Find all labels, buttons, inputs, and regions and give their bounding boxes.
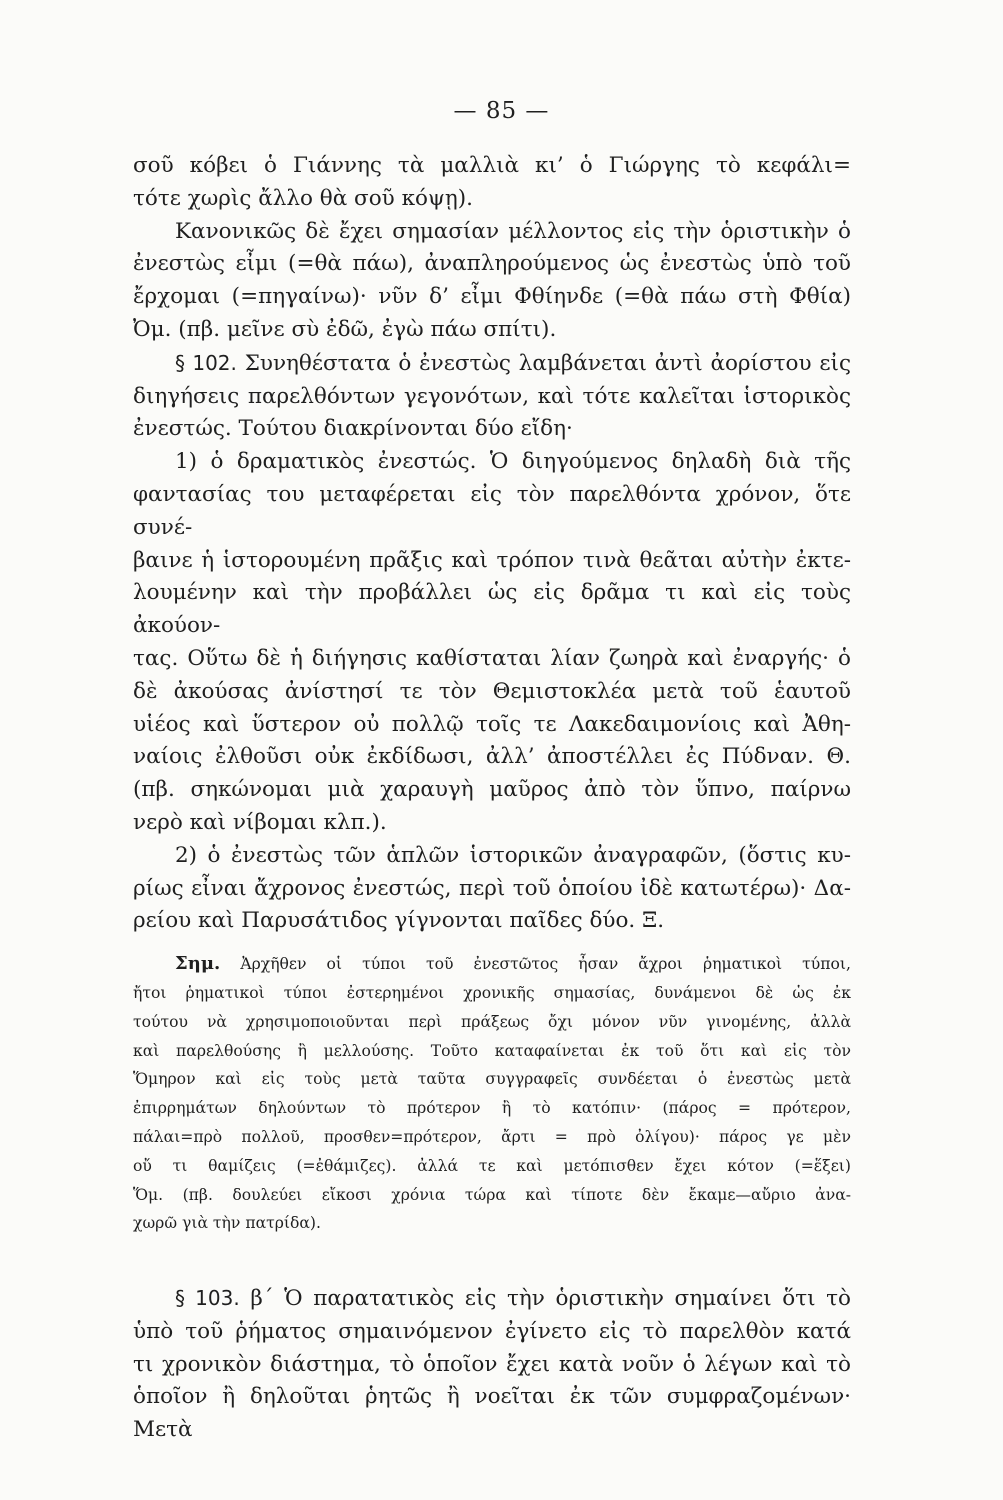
- paragraph-section-103: [133, 1282, 851, 1447]
- text-line: δὲ ἀκούσας ἀνίστησί τε τὸν Θεμιστοκλέα μετὰ τοῦ ἑαυτοῦ: [133, 678, 851, 704]
- note-line: πάλαι=πρὸ πολλοῦ, προσθεν=πρότερον, ἄρτι = πρὸ ὀλίγου)· πάρος γε μὲν: [133, 1127, 851, 1146]
- text-line: ἐνεστὼς εἶμι (=θὰ πάω), ἀναπληρούμενος ὡς ἐνεστὼς ὑπὸ τοῦ: [133, 251, 851, 277]
- note-line: χωρῶ γιὰ τὴν πατρίδα).: [133, 1214, 321, 1233]
- text-line: 1) ὁ δραματικὸς ἐνεστώς. Ὁ διηγούμενος δηλαδὴ διὰ τῆς: [175, 449, 851, 475]
- text-line: τι χρονικὸν διάστημα, τὸ ὁποῖον ἔχει κατὰ νοῦν ὁ λέγων καὶ τὸ: [133, 1351, 851, 1377]
- section-number: § 102.: [175, 350, 237, 375]
- text-line: 2) ὁ ἐνεστὼς τῶν ἁπλῶν ἱστορικῶν ἀναγραφῶν, (ὅστις κυ-: [175, 842, 851, 868]
- text-line: νερὸ καὶ νίβομαι κλπ.).: [133, 809, 387, 835]
- text-line: υἱέος καὶ ὕστερον οὐ πολλῷ τοῖς τε Λακεδαιμονίοις καὶ Ἀθη-: [133, 711, 851, 737]
- text-line: ρίως εἶναι ἄχρονος ἐνεστώς, περὶ τοῦ ὁποίου ἰδὲ κατωτέρω)· Δα-: [133, 875, 851, 901]
- text-line: διηγήσεις παρελθόντων γεγονότων, καὶ τότε καλεῖται ἱστορικὸς: [133, 383, 851, 409]
- note-line: οὔ τι θαμίζεις (=ἐθάμιζες). ἀλλά τε καὶ μετόπισθεν ἔχει κότον (=ἕξει): [133, 1156, 851, 1175]
- note-line: Ὅμ. (πβ. δουλεύει εἴκοσι χρόνια τώρα καὶ τίποτε δὲν ἔκαμε—αὔριο ἀνα-: [133, 1185, 851, 1204]
- note-line: καὶ παρελθούσης ἢ μελλούσης. Τοῦτο καταφαίνεται ἐκ τοῦ ὅτι καὶ εἰς τὸν: [133, 1041, 851, 1060]
- text-line: βαινε ἡ ἱστορουμένη πρᾶξις καὶ τρόπον τινὰ θεᾶται αὐτὴν ἐκτε-: [133, 547, 851, 573]
- text-line: ὁποῖον ἢ δηλοῦται ῥητῶς ἢ νοεῖται ἐκ τῶν συμφραζομένων· Μετὰ: [133, 1384, 851, 1443]
- note-line: Ἀρχῆθεν οἱ τύποι τοῦ ἐνεστῶτος ἦσαν ἄχροι ῥηματικοὶ τύποι,: [240, 955, 851, 974]
- note-line: Ὅμηρον καὶ εἰς τοὺς μετὰ ταῦτα συγγραφεῖς συνδέεται ὁ ἐνεστὼς μετὰ: [133, 1070, 851, 1089]
- paragraph-kanonikos: [133, 216, 851, 347]
- paragraph-continuation: [133, 150, 851, 216]
- text-line: ναίοις ἐλθοῦσι οὐκ ἐκδίδωσι, ἀλλ’ ἀποστέλλει ἐς Πύδναν. Θ.: [133, 744, 851, 770]
- page-number: — 85 —: [453, 98, 550, 124]
- note-label: Σημ.: [175, 953, 221, 975]
- page-body: [133, 150, 851, 1447]
- text-line: Ὀμ. (πβ. μεῖνε σὺ ἐδῶ, ἐγὼ πάω σπίτι).: [133, 316, 557, 342]
- text-line: ὑπὸ τοῦ ῥήματος σημαινόμενον ἐγίνετο εἰς τὸ παρελθὸν κατά: [133, 1318, 851, 1344]
- section-number: § 103.: [175, 1286, 240, 1311]
- paragraph-anagrafon: [133, 840, 851, 938]
- text-line: φαντασίας του μεταφέρεται εἰς τὸν παρελθόντα χρόνον, ὅτε συνέ-: [133, 481, 851, 540]
- text-line: τότε χωρὶς ἄλλο θὰ σοῦ κόψῃ).: [133, 185, 473, 211]
- text-line: ἐνεστώς. Τούτου διακρίνονται δύο εἴδη·: [133, 416, 573, 442]
- text-line: β΄ Ὁ παρατατικὸς εἰς τὴν ὁριστικὴν σημαίνει ὅτι τὸ: [250, 1286, 851, 1312]
- text-line: τας. Οὕτω δὲ ἡ διήγησις καθίσταται λίαν ζωηρὰ καὶ ἐναργής· ὁ: [133, 645, 851, 671]
- text-line: ρείου καὶ Παρυσάτιδος γίγνονται παῖδες δύο. Ξ.: [133, 908, 665, 934]
- paragraph-section-102: [133, 347, 851, 446]
- note-line: ἐπιρρημάτων δηλούντων τὸ πρότερον ἢ τὸ κατόπιν· (πάρος = πρότερον,: [133, 1099, 851, 1118]
- text-line: λουμένην καὶ τὴν προβάλλει ὡς εἰς δρᾶμα τι καὶ εἰς τοὺς ἀκούον-: [133, 580, 851, 639]
- text-line: Συνηθέστατα ὁ ἐνεστὼς λαμβάνεται ἀντὶ ἀορίστου εἰς: [244, 350, 852, 376]
- note-line: τούτου νὰ χρησιμοποιοῦνται περὶ πράξεως ὄχι μόνον νῦν γινομένης, ἀλλὰ: [133, 1012, 851, 1031]
- note-line: ἤτοι ῥηματικοὶ τύποι ἐστερημένοι χρονικῆς σημασίας, δυνάμενοι δὲ ὡς ἐκ: [133, 983, 851, 1002]
- text-line: Κανονικῶς δὲ ἔχει σημασίαν μέλλοντος εἰς τὴν ὁριστικὴν ὁ: [175, 218, 851, 244]
- footnote: [133, 950, 851, 1238]
- paragraph-dramatikos: [133, 446, 851, 840]
- text-line: ἔρχομαι (=πηγαίνω)· νῦν δ’ εἶμι Φθίηνδε (=θὰ πάω στὴ Φθία): [133, 284, 851, 310]
- text-line: σοῦ κόβει ὁ Γιάννης τὰ μαλλιὰ κι’ ὁ Γιώργης τὸ κεφάλι=: [133, 153, 851, 178]
- text-line: (πβ. σηκώνομαι μιὰ χαραυγὴ μαῦρος ἀπὸ τὸν ὕπνο, παίρνω: [133, 777, 851, 803]
